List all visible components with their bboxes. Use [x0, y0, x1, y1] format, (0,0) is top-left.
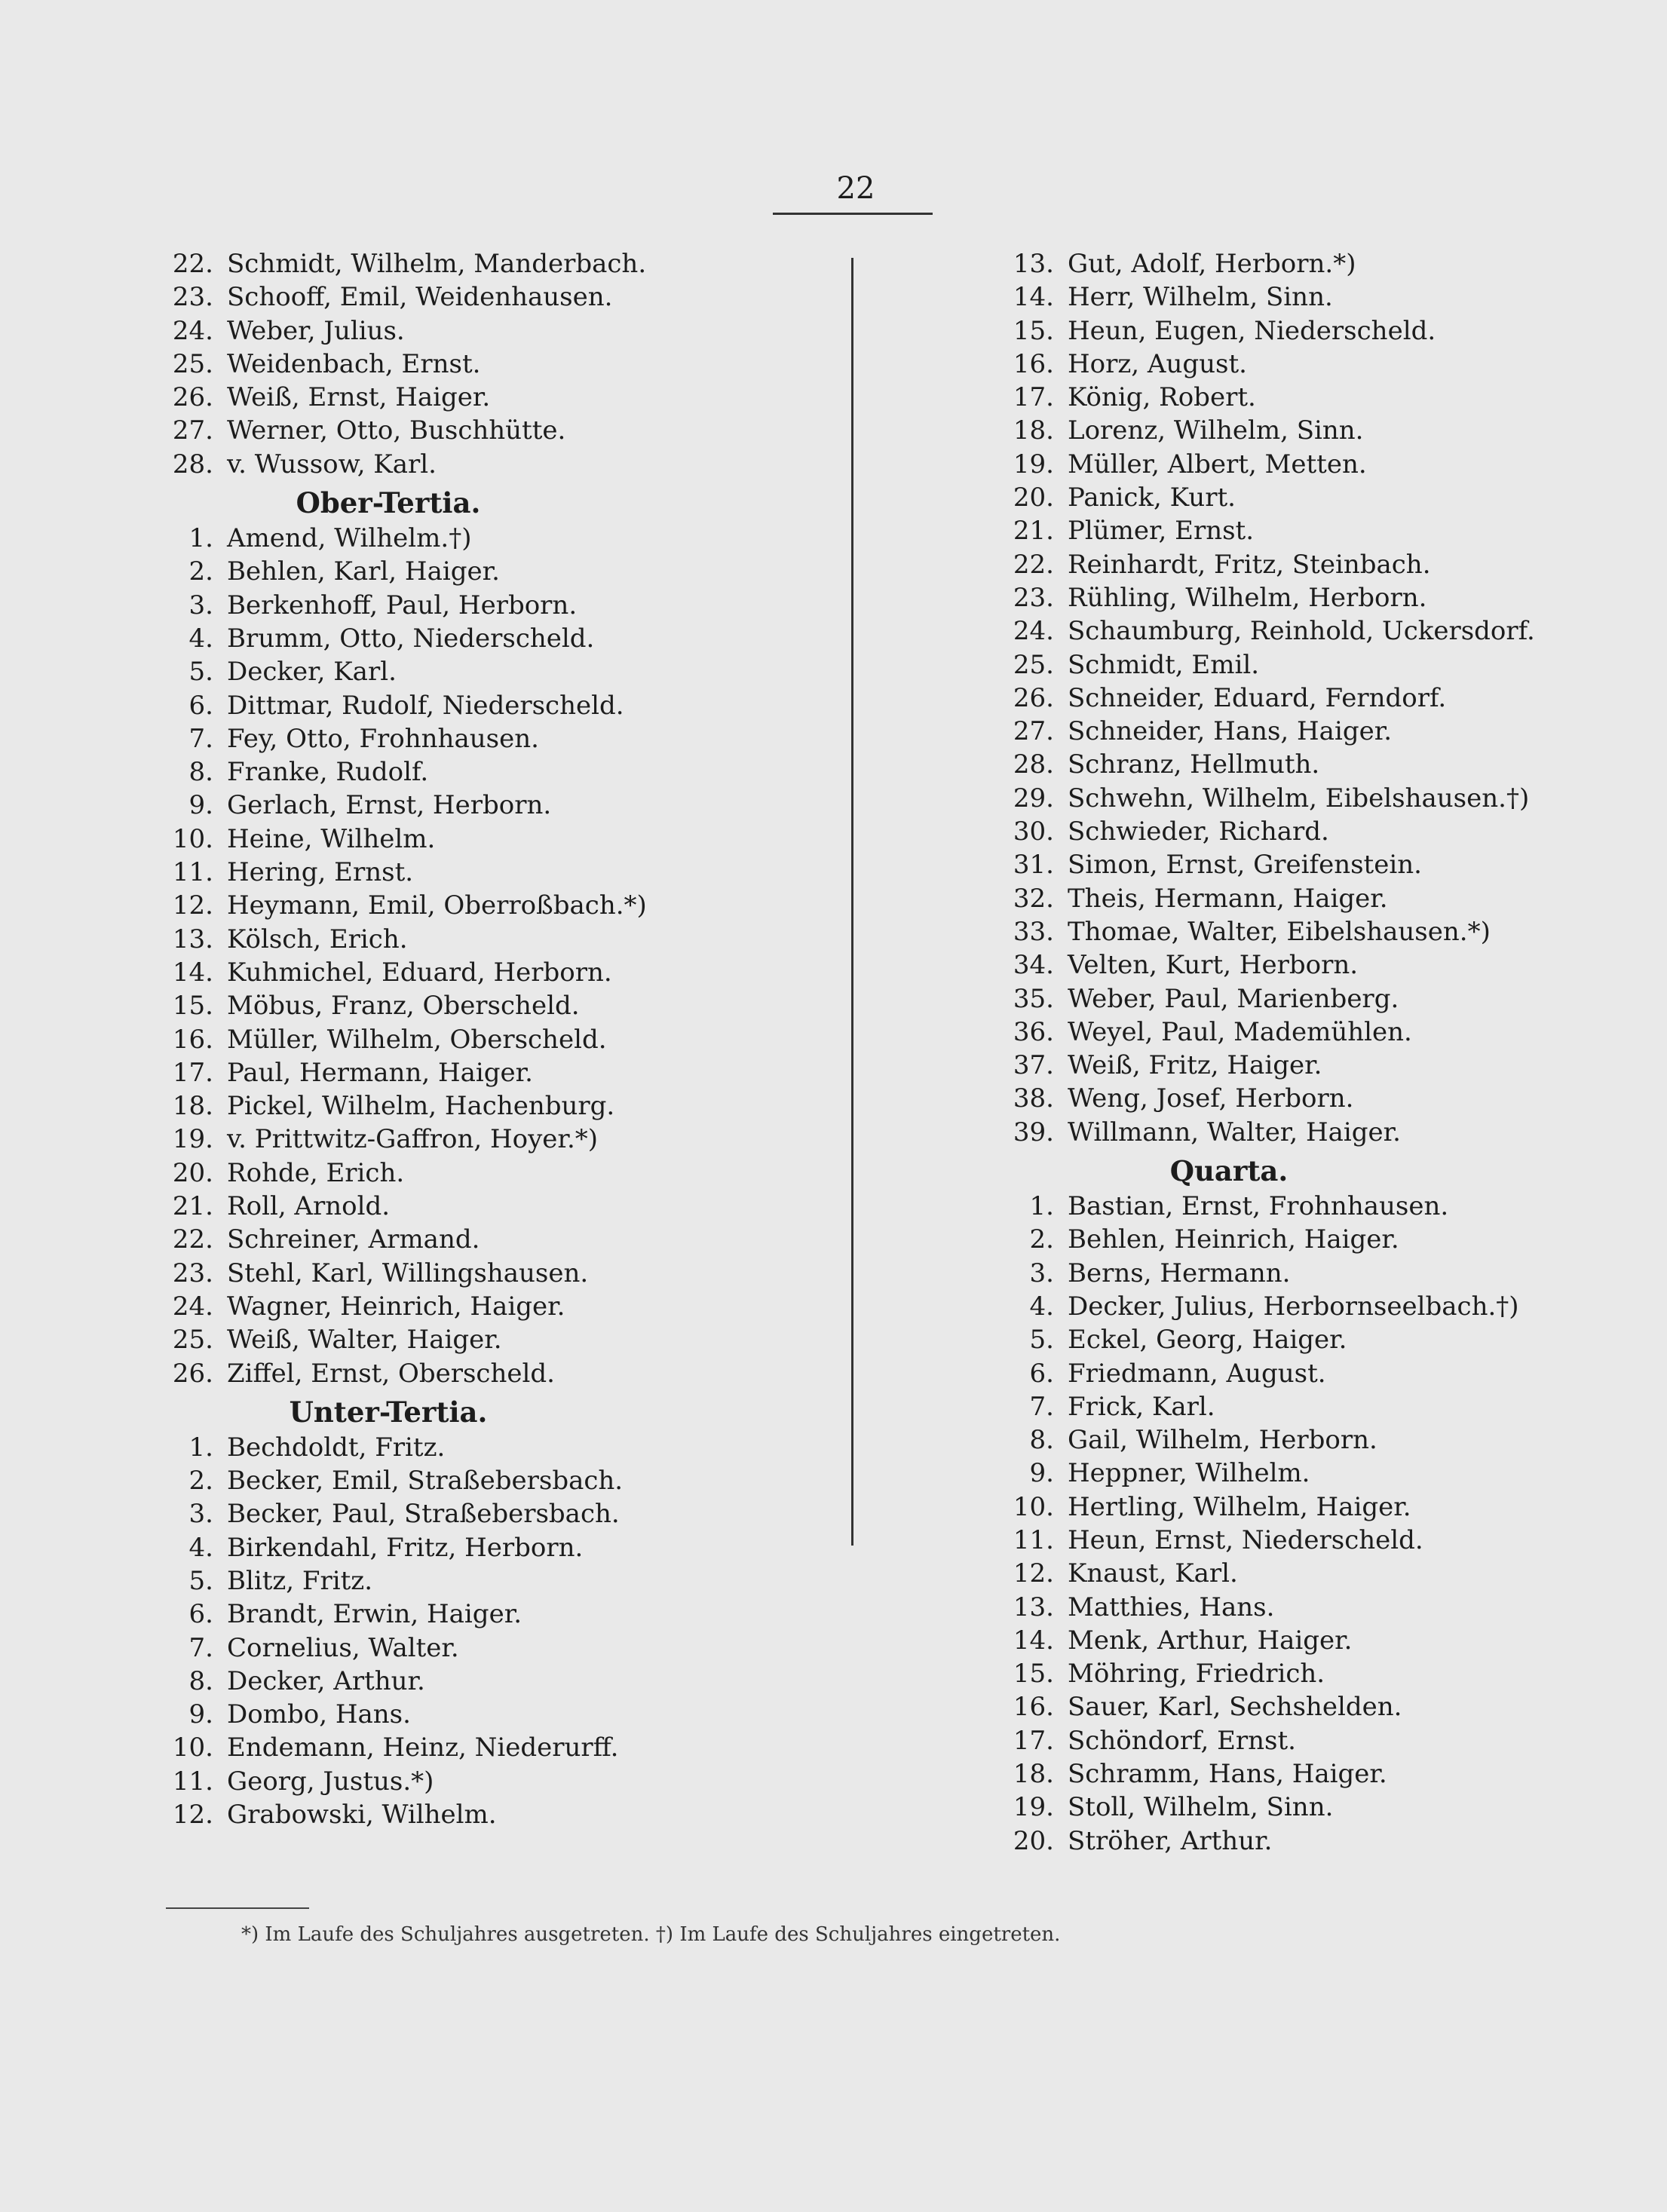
entry-number: 17.	[1013, 382, 1054, 413]
entry-name: Frick, Karl.	[1068, 1391, 1215, 1422]
entry-number: 26.	[1013, 682, 1054, 713]
list-item	[1003, 1290, 1636, 1323]
entry-number: 23.	[1013, 582, 1054, 613]
entry-name: Weber, Julius.	[227, 315, 405, 346]
entry-number: 5.	[188, 657, 213, 688]
entry-number: 13.	[172, 924, 213, 954]
entry-number: 11.	[1013, 1524, 1054, 1555]
entry-name: Schmidt, Wilhelm, Manderbach.	[227, 249, 647, 279]
entry-number: 8.	[1029, 1425, 1054, 1456]
list-item	[162, 956, 841, 989]
entry-number: 27.	[172, 415, 213, 446]
list-item	[162, 989, 841, 1022]
entry-name: Friedmann, August.	[1068, 1358, 1326, 1389]
entry-name: v. Prittwitz-Gaffron, Hoyer.*)	[227, 1124, 599, 1155]
section-heading: Quarta.	[1169, 1154, 1289, 1188]
entry-number: 23.	[172, 1258, 213, 1288]
entry-name: Becker, Paul, Straßebersbach.	[227, 1499, 620, 1530]
entry-name: Behlen, Karl, Haiger.	[227, 556, 500, 587]
list-item	[162, 1123, 841, 1156]
list-item	[1003, 1116, 1636, 1149]
entry-name: Berns, Hermann.	[1068, 1258, 1291, 1288]
entry-name: Schwieder, Richard.	[1068, 816, 1329, 847]
entry-number: 9.	[188, 1699, 213, 1730]
entry-number: 6.	[1029, 1358, 1054, 1389]
entry-name: König, Robert.	[1068, 382, 1256, 413]
entry-number: 1.	[1029, 1191, 1054, 1222]
entry-name: Gerlach, Ernst, Herborn.	[227, 790, 552, 821]
entry-name: Schwehn, Wilhelm, Eibelshausen.†)	[1068, 783, 1530, 813]
left-column	[162, 247, 841, 1831]
entry-number: 23.	[172, 282, 213, 313]
entry-number: 15.	[1013, 315, 1054, 346]
entry-name: Hertling, Wilhelm, Haiger.	[1068, 1491, 1411, 1522]
entry-number: 7.	[188, 723, 213, 754]
list-item	[162, 348, 841, 381]
list-item	[162, 448, 841, 481]
entry-number: 8.	[188, 757, 213, 788]
entry-number: 22.	[172, 1224, 213, 1255]
entry-number: 34.	[1013, 950, 1054, 981]
entry-number: 19.	[172, 1124, 213, 1155]
entry-name: Herr, Wilhelm, Sinn.	[1068, 282, 1333, 313]
list-item	[1003, 848, 1636, 881]
entry-number: 2.	[1029, 1224, 1054, 1255]
entry-name: Müller, Wilhelm, Oberscheld.	[227, 1024, 607, 1055]
list-item	[1003, 748, 1636, 781]
entry-number: 20.	[1013, 1825, 1054, 1856]
right-column	[1003, 247, 1636, 1858]
list-item	[1003, 815, 1636, 848]
list-item	[162, 555, 841, 588]
list-item	[162, 1431, 841, 1464]
entry-name: Horz, August.	[1068, 348, 1247, 379]
entry-name: Franke, Rudolf.	[227, 757, 429, 788]
entry-name: Plümer, Ernst.	[1068, 516, 1255, 547]
entry-number: 21.	[1013, 516, 1054, 547]
entry-number: 1.	[188, 523, 213, 554]
entry-number: 9.	[188, 790, 213, 821]
entry-number: 15.	[1013, 1659, 1054, 1690]
entry-number: 11.	[172, 857, 213, 888]
entry-number: 14.	[1013, 282, 1054, 313]
entry-number: 16.	[1013, 348, 1054, 379]
entry-number: 18.	[172, 1091, 213, 1122]
list-item	[162, 655, 841, 688]
entry-name: Theis, Hermann, Haiger.	[1068, 883, 1388, 914]
entry-name: Birkendahl, Fritz, Herborn.	[227, 1532, 584, 1563]
list-item	[162, 1598, 841, 1631]
entry-name: Decker, Julius, Herbornseelbach.†)	[1068, 1291, 1519, 1322]
entry-name: Stoll, Wilhelm, Sinn.	[1068, 1792, 1334, 1823]
list-item	[1003, 414, 1636, 447]
entry-name: Grabowski, Wilhelm.	[227, 1800, 497, 1831]
entry-number: 36.	[1013, 1016, 1054, 1047]
list-item	[1003, 948, 1636, 982]
list-item	[1003, 1690, 1636, 1723]
entry-number: 6.	[188, 690, 213, 721]
entry-name: Heun, Ernst, Niederscheld.	[1068, 1524, 1423, 1555]
entry-number: 26.	[172, 1358, 213, 1389]
entry-number: 7.	[188, 1632, 213, 1663]
entry-number: 18.	[1013, 1759, 1054, 1790]
entry-number: 26.	[172, 382, 213, 413]
entry-name: Berkenhoff, Paul, Herborn.	[227, 590, 578, 620]
entry-number: 18.	[1013, 415, 1054, 446]
list-item	[162, 1089, 841, 1123]
entry-number: 5.	[1029, 1325, 1054, 1356]
list-item	[1003, 614, 1636, 648]
entry-name: Amend, Wilhelm.†)	[227, 523, 472, 554]
list-item	[1003, 915, 1636, 948]
entry-number: 24.	[172, 1291, 213, 1322]
list-item	[162, 1765, 841, 1798]
entry-number: 20.	[172, 1157, 213, 1188]
entry-name: Hering, Ernst.	[227, 857, 414, 888]
entry-number: 12.	[1013, 1558, 1054, 1589]
entry-name: Schneider, Hans, Haiger.	[1068, 716, 1393, 747]
list-item	[1003, 1591, 1636, 1624]
list-item	[1003, 1223, 1636, 1256]
list-item	[1003, 1524, 1636, 1557]
entry-name: Panick, Kurt.	[1068, 483, 1236, 513]
entry-number: 37.	[1013, 1050, 1054, 1081]
list-item	[1003, 1390, 1636, 1423]
list-item	[1003, 1657, 1636, 1690]
entry-number: 2.	[188, 556, 213, 587]
entry-name: Dombo, Hans.	[227, 1699, 411, 1730]
entry-number: 30.	[1013, 816, 1054, 847]
entry-number: 19.	[1013, 449, 1054, 479]
entry-name: Reinhardt, Fritz, Steinbach.	[1068, 549, 1431, 580]
list-item	[1003, 1557, 1636, 1590]
entry-number: 21.	[172, 1191, 213, 1222]
list-item	[162, 923, 841, 956]
list-item	[1003, 1457, 1636, 1490]
entry-name: Werner, Otto, Buschhütte.	[227, 415, 566, 446]
list-item	[162, 889, 841, 922]
entry-number: 16.	[1013, 1692, 1054, 1723]
entry-number: 22.	[172, 249, 213, 279]
entry-name: Rühling, Wilhelm, Herborn.	[1068, 582, 1427, 613]
entry-number: 10.	[172, 1733, 213, 1763]
entry-number: 17.	[1013, 1725, 1054, 1756]
page-number: 22	[836, 171, 875, 206]
entry-name: Gut, Adolf, Herborn.*)	[1068, 249, 1356, 279]
entry-name: Georg, Justus.*)	[227, 1766, 434, 1797]
entry-number: 28.	[1013, 749, 1054, 780]
entry-number: 33.	[1013, 916, 1054, 947]
entry-name: Schranz, Hellmuth.	[1068, 749, 1320, 780]
entry-name: Schaumburg, Reinhold, Uckersdorf.	[1068, 616, 1535, 647]
entry-name: Behlen, Heinrich, Haiger.	[1068, 1224, 1399, 1255]
entry-number: 6.	[188, 1599, 213, 1630]
entry-number: 9.	[1029, 1458, 1054, 1489]
list-item	[1003, 1490, 1636, 1524]
entry-number: 2.	[188, 1466, 213, 1497]
list-item	[162, 1257, 841, 1290]
entry-name: Heppner, Wilhelm.	[1068, 1458, 1310, 1489]
entry-name: Kuhmichel, Eduard, Herborn.	[227, 957, 612, 988]
entry-name: Weiß, Walter, Haiger.	[227, 1325, 502, 1356]
entry-name: Ströher, Arthur.	[1068, 1825, 1273, 1856]
entry-number: 29.	[1013, 783, 1054, 813]
entry-name: Blitz, Fritz.	[227, 1565, 373, 1596]
list-item	[162, 755, 841, 789]
entry-name: Pickel, Wilhelm, Hachenburg.	[227, 1091, 615, 1122]
entry-name: Wagner, Heinrich, Haiger.	[227, 1291, 565, 1322]
list-item	[1003, 682, 1636, 715]
entry-name: v. Wussow, Karl.	[227, 449, 437, 479]
entry-number: 13.	[1013, 1592, 1054, 1622]
list-item	[162, 1564, 841, 1598]
entry-name: Weyel, Paul, Mademühlen.	[1068, 1016, 1412, 1047]
entry-name: Weng, Josef, Herborn.	[1068, 1083, 1354, 1114]
entry-number: 8.	[188, 1665, 213, 1696]
entry-number: 32.	[1013, 883, 1054, 914]
list-item	[162, 789, 841, 822]
list-item	[162, 1357, 841, 1390]
list-item	[162, 1698, 841, 1731]
entry-number: 14.	[172, 957, 213, 988]
entry-name: Roll, Arnold.	[227, 1191, 391, 1222]
entry-name: Schneider, Eduard, Ferndorf.	[1068, 682, 1447, 713]
entry-name: Bastian, Ernst, Frohnhausen.	[1068, 1191, 1449, 1222]
entry-name: Heymann, Emil, Oberroßbach.*)	[227, 890, 647, 921]
list-item	[1003, 314, 1636, 348]
list-item	[162, 1023, 841, 1056]
entry-name: Paul, Hermann, Haiger.	[227, 1057, 533, 1088]
entry-number: 1.	[188, 1432, 213, 1463]
entry-name: Weber, Paul, Marienberg.	[1068, 983, 1399, 1014]
entry-number: 17.	[172, 1057, 213, 1088]
list-item	[162, 1464, 841, 1497]
entry-name: Weiß, Fritz, Haiger.	[1068, 1050, 1322, 1081]
list-item	[1003, 882, 1636, 915]
entry-number: 25.	[172, 348, 213, 379]
list-item	[162, 280, 841, 314]
section-heading: Ober-Tertia.	[296, 486, 481, 520]
entry-name: Brumm, Otto, Niederscheld.	[227, 623, 595, 654]
entry-number: 10.	[172, 823, 213, 854]
list-item	[162, 856, 841, 889]
entry-name: Heun, Eugen, Niederscheld.	[1068, 315, 1436, 346]
entry-name: Weidenbach, Ernst.	[227, 348, 481, 379]
entry-name: Matthies, Hans.	[1068, 1592, 1275, 1622]
entry-name: Fey, Otto, Frohnhausen.	[227, 723, 539, 754]
entry-name: Schmidt, Emil.	[1068, 649, 1260, 680]
entry-name: Menk, Arthur, Haiger.	[1068, 1625, 1353, 1656]
entry-number: 4.	[188, 623, 213, 654]
entry-name: Schramm, Hans, Haiger.	[1068, 1759, 1387, 1790]
entry-name: Schooff, Emil, Weidenhausen.	[227, 282, 613, 313]
entry-name: Simon, Ernst, Greifenstein.	[1068, 850, 1422, 881]
list-item	[162, 1497, 841, 1530]
entry-name: Möhring, Friedrich.	[1068, 1659, 1325, 1690]
list-item	[162, 247, 841, 280]
list-item	[162, 1531, 841, 1564]
list-item	[1003, 581, 1636, 614]
entry-name: Bechdoldt, Fritz.	[227, 1432, 446, 1463]
entry-number: 4.	[188, 1532, 213, 1563]
entry-number: 10.	[1013, 1491, 1054, 1522]
list-item	[1003, 348, 1636, 381]
list-item	[1003, 381, 1636, 414]
entry-name: Cornelius, Walter.	[227, 1632, 459, 1663]
list-item	[162, 1223, 841, 1256]
entry-name: Brandt, Erwin, Haiger.	[227, 1599, 522, 1630]
entry-number: 13.	[1013, 249, 1054, 279]
list-item	[1003, 782, 1636, 815]
list-item	[1003, 1757, 1636, 1791]
entry-number: 39.	[1013, 1117, 1054, 1147]
entry-number: 11.	[172, 1766, 213, 1797]
entry-number: 28.	[172, 449, 213, 479]
entry-number: 27.	[1013, 716, 1054, 747]
list-item	[162, 1290, 841, 1323]
entry-number: 24.	[172, 315, 213, 346]
entry-number: 25.	[172, 1325, 213, 1356]
entry-name: Weiß, Ernst, Haiger.	[227, 382, 491, 413]
entry-name: Sauer, Karl, Sechshelden.	[1068, 1692, 1402, 1723]
entry-number: 20.	[1013, 483, 1054, 513]
entry-number: 22.	[1013, 549, 1054, 580]
list-item	[1003, 1082, 1636, 1115]
entry-name: Gail, Wilhelm, Herborn.	[1068, 1425, 1377, 1456]
list-item	[1003, 1724, 1636, 1757]
entry-number: 4.	[1029, 1291, 1054, 1322]
list-item	[1003, 1423, 1636, 1457]
entry-number: 16.	[172, 1024, 213, 1055]
header-rule	[773, 213, 933, 215]
list-item	[1003, 1190, 1636, 1223]
list-item	[1003, 1357, 1636, 1390]
list-item	[1003, 548, 1636, 581]
entry-name: Kölsch, Erich.	[227, 924, 408, 954]
entry-name: Willmann, Walter, Haiger.	[1068, 1117, 1401, 1147]
list-item	[1003, 280, 1636, 314]
list-item	[162, 1056, 841, 1089]
list-item	[162, 823, 841, 856]
list-item	[162, 414, 841, 447]
list-item	[162, 1157, 841, 1190]
list-item	[162, 689, 841, 722]
list-item	[1003, 1016, 1636, 1049]
entry-name: Velten, Kurt, Herborn.	[1068, 950, 1359, 981]
list-item	[1003, 715, 1636, 748]
list-item	[162, 622, 841, 655]
entry-number: 38.	[1013, 1083, 1054, 1114]
entry-number: 15.	[172, 991, 213, 1022]
column-divider	[851, 258, 853, 1546]
list-item	[162, 1631, 841, 1665]
entry-number: 12.	[172, 890, 213, 921]
footnote: *) Im Laufe des Schuljahres ausgetreten. †) Im Laufe des Schuljahres eingetreten.	[241, 1923, 1061, 1946]
entry-number: 3.	[188, 590, 213, 620]
entry-number: 3.	[1029, 1258, 1054, 1288]
entry-name: Endemann, Heinz, Niederurff.	[227, 1733, 619, 1763]
list-item	[1003, 1049, 1636, 1082]
section-heading: Unter-Tertia.	[289, 1395, 488, 1429]
entry-name: Schöndorf, Ernst.	[1068, 1725, 1296, 1756]
entry-number: 19.	[1013, 1792, 1054, 1823]
entry-name: Eckel, Georg, Haiger.	[1068, 1325, 1347, 1356]
entry-name: Lorenz, Wilhelm, Sinn.	[1068, 415, 1364, 446]
list-item	[1003, 448, 1636, 481]
entry-name: Müller, Albert, Metten.	[1068, 449, 1367, 479]
entry-number: 25.	[1013, 649, 1054, 680]
list-item	[1003, 1791, 1636, 1824]
list-item	[1003, 481, 1636, 514]
entry-name: Rohde, Erich.	[227, 1157, 405, 1188]
entry-name: Becker, Emil, Straßebersbach.	[227, 1466, 624, 1497]
entry-number: 3.	[188, 1499, 213, 1530]
list-item	[1003, 982, 1636, 1016]
list-item	[1003, 514, 1636, 547]
entry-name: Thomae, Walter, Eibelshausen.*)	[1068, 916, 1491, 947]
list-item	[1003, 1824, 1636, 1858]
entry-number: 5.	[188, 1565, 213, 1596]
entry-number: 35.	[1013, 983, 1054, 1014]
entry-name: Heine, Wilhelm.	[227, 823, 436, 854]
footnote-rule	[166, 1907, 309, 1909]
list-item	[162, 314, 841, 348]
entry-name: Decker, Karl.	[227, 657, 397, 688]
list-item	[162, 589, 841, 622]
entry-number: 7.	[1029, 1391, 1054, 1422]
entry-name: Dittmar, Rudolf, Niederscheld.	[227, 690, 624, 721]
entry-name: Stehl, Karl, Willingshausen.	[227, 1258, 589, 1288]
entry-number: 24.	[1013, 616, 1054, 647]
entry-number: 31.	[1013, 850, 1054, 881]
entry-name: Schreiner, Armand.	[227, 1224, 480, 1255]
entry-name: Ziffel, Ernst, Oberscheld.	[227, 1358, 555, 1389]
list-item	[162, 522, 841, 555]
list-item	[162, 1665, 841, 1698]
list-item	[162, 381, 841, 414]
list-item	[1003, 247, 1636, 280]
list-item	[1003, 1257, 1636, 1290]
list-item	[1003, 1323, 1636, 1356]
entry-name: Knaust, Karl.	[1068, 1558, 1238, 1589]
entry-number: 14.	[1013, 1625, 1054, 1656]
list-item	[162, 722, 841, 755]
list-item	[162, 1190, 841, 1223]
list-item	[162, 1731, 841, 1764]
entry-number: 12.	[172, 1800, 213, 1831]
list-item	[162, 1323, 841, 1356]
entry-name: Möbus, Franz, Oberscheld.	[227, 991, 580, 1022]
list-item	[1003, 648, 1636, 682]
list-item	[1003, 1624, 1636, 1657]
entry-name: Decker, Arthur.	[227, 1665, 425, 1696]
list-item	[162, 1798, 841, 1831]
